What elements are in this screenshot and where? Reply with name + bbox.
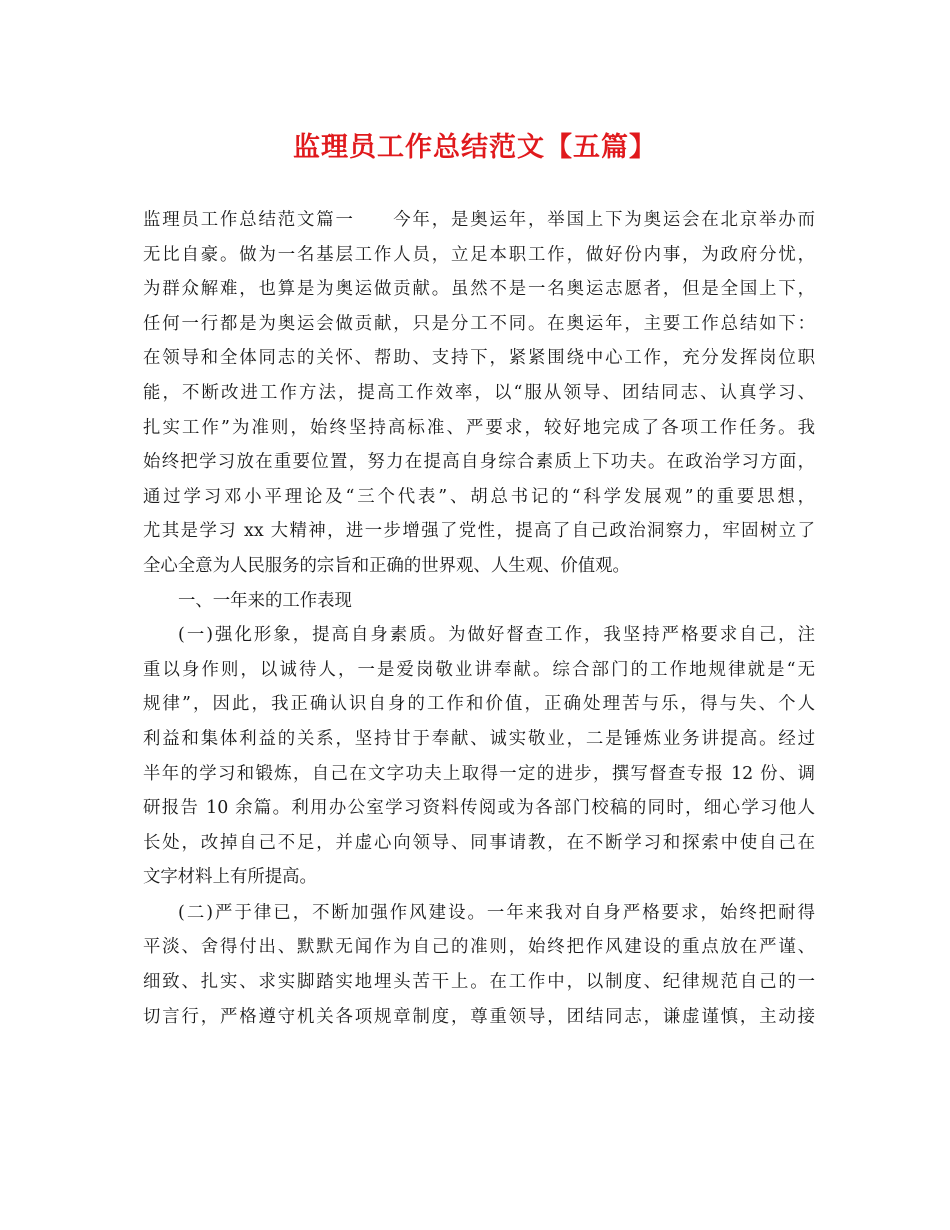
body-line: 为群众解难，也算是为奥运做贡献。虽然不是一名奥运志愿者，但是全国上下， [143, 279, 815, 300]
body-line: 在领导和全体同志的关怀、帮助、支持下，紧紧围绕中心工作，充分发挥岗位职 [143, 348, 815, 369]
body-line: 通过学习邓小平理论及“三个代表”、胡总书记的“科学发展观”的重要思想， [143, 486, 815, 507]
document-title: 监理员工作总结范文【五篇】 [293, 132, 657, 163]
body-line: 扎实工作”为准则，始终坚持高标准、严要求，较好地完成了各项工作任务。我 [143, 417, 815, 438]
body-line: 无比自豪。做为一名基层工作人员，立足本职工作，做好份内事，为政府分忧， [143, 244, 815, 265]
body-line: 研报告 10 余篇。利用办公室学习资料传阅或为各部门校稿的同时，细心学习他人 [143, 798, 815, 819]
body-line: 规律”，因此，我正确认识自身的工作和价值，正确处理苦与乐，得与失、个人 [143, 694, 815, 715]
body-line: (一)强化形象，提高自身素质。为做好督查工作，我坚持严格要求自己，注 [178, 625, 815, 646]
body-line: 长处，改掉自己不足，并虚心向领导、同事请教，在不断学习和探索中使自己在 [143, 832, 815, 853]
body-line: 利益和集体利益的关系，坚持甘于奉献、诚实敬业，二是锤炼业务讲提高。经过 [143, 728, 815, 749]
body-line: 能，不断改进工作方法，提高工作效率，以“服从领导、团结同志、认真学习、 [143, 382, 815, 403]
body-line: 平淡、舍得付出、默默无闻作为自己的准则，始终把作风建设的重点放在严谨、 [143, 937, 815, 958]
body-line: 细致、扎实、求实脚踏实地埋头苦干上。在工作中，以制度、纪律规范自己的一 [143, 972, 815, 993]
section-heading: 一、一年来的工作表现 [178, 590, 352, 611]
body-line: 任何一行都是为奥运会做贡献，只是分工不同。在奥运年，主要工作总结如下： [143, 313, 815, 334]
body-line: 始终把学习放在重要位置，努力在提高自身综合素质上下功夫。在政治学习方面， [143, 452, 815, 473]
body-line: 监理员工作总结范文篇一 今年，是奥运年，举国上下为奥运会在北京举办而 [143, 210, 815, 230]
body-line: 文字材料上有所提高。 [143, 867, 317, 888]
body-line: (二)严于律已，不断加强作风建设。一年来我对自身严格要求，始终把耐得 [178, 902, 815, 923]
body-line: 切言行，严格遵守机关各项规章制度，尊重领导，团结同志，谦虚谨慎，主动接 [143, 1006, 815, 1027]
body-line: 半年的学习和锻炼，自己在文字功夫上取得一定的进步，撰写督查专报 12 份、调 [143, 763, 815, 784]
body-line: 重以身作则，以诚待人，一是爱岗敬业讲奉献。综合部门的工作地规律就是“无 [143, 659, 815, 680]
body-line: 尤其是学习 xx 大精神，进一步增强了党性，提高了自己政治洞察力，牢固树立了 [143, 521, 815, 542]
document-body [143, 203, 815, 1034]
body-line: 全心全意为人民服务的宗旨和正确的世界观、人生观、价值观。 [143, 555, 630, 576]
